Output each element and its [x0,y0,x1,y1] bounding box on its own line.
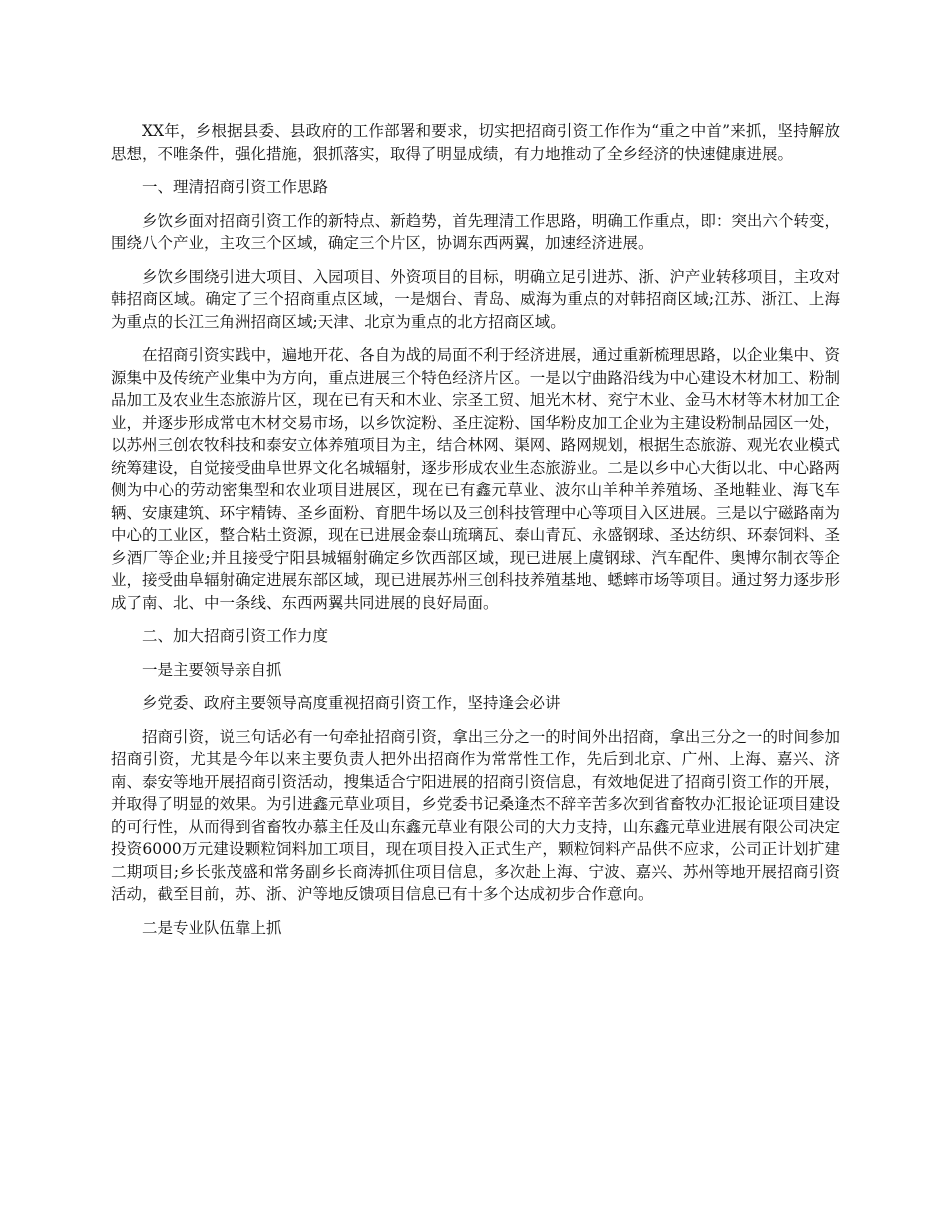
body-paragraph: 招商引资，说三句话必有一句牵扯招商引资，拿出三分之一的时间外出招商，拿出三分之一的时间参加招商引资，尤其是今年以来主要负责人把外出招商作为常常性工作，先后到北京、广州、上海、嘉兴、济南、泰安等地开展招商引资活动，搜集适合宁阳进展的招商引资信息，有效地促进了招商引资工作的开展，并取得了明显的效果。为引进鑫元草业项目，乡党委书记桑逢杰不辞辛苦多次到省畜牧办汇报论证项目建设的可行性，从而得到省畜牧办慕主任及山东鑫元草业有限公司的大力支持，山东鑫元草业进展有限公司决定投资6000万元建设颗粒饲料加工项目，现在项目投入正式生产，颗粒饲料产品供不应求，公司正计划扩建二期项目;乡长张茂盛和常务副乡长商涛抓住项目信息，多次赴上海、宁波、嘉兴、苏州等地开展招商引资活动，截至目前，苏、浙、沪等地反馈项目信息已有十多个达成初步合作意向。 [111,727,840,903]
body-paragraph: 乡饮乡面对招商引资工作的新特点、新趋势，首先理清工作思路，明确工作重点，即：突出六个转变，围绕八个产业，主攻三个区域，确定三个片区，协调东西两翼，加速经济进展。 [111,211,840,252]
body-paragraph: 在招商引资实践中，遍地开花、各自为战的局面不利于经济进展，通过重新梳理思路，以企业集中、资源集中及传统产业集中为方向，重点进展三个特色经济片区。一是以宁曲路沿线为中心建设木材加工、粉制品加工及农业生态旅游片区，现在已有天和木业、宗圣工贸、旭光木材、兖宁木业、金马木材等木材加工企业，并逐步形成常屯木材交易市场，以乡饮淀粉、圣庄淀粉、国华粉皮加工企业为主建设粉制品园区一处，以苏州三创农牧科技和泰安立体养殖项目为主，结合林网、渠网、路网规划，根据生态旅游、观光农业模式统筹建设，自觉接受曲阜世界文化名城辐射，逐步形成农业生态旅游业。二是以乡中心大街以北、中心路两侧为中心的劳动密集型和农业项目进展区，现在已有鑫元草业、波尔山羊种羊养殖场、圣地鞋业、海飞车辆、安康建筑、环宇精铸、圣乡面粉、育肥牛场以及三创科技管理中心等项目入区进展。三是以宁磁路南为中心的工业区，整合粘土资源，现在已进展金泰山琉璃瓦、泰山青瓦、永盛钢球、圣达纺织、环泰饲料、圣乡酒厂等企业;并且接受宁阳县城辐射确定乡饮西部区域，现已进展上虞钢球、汽车配件、奥博尔制衣等企业，接受曲阜辐射确定进展东部区域，现已进展苏州三创科技养殖基地、蟋蟀市场等项目。通过努力逐步形成了南、北、中一条线、东西两翼共同进展的良好局面。 [111,346,840,612]
document-body [111,120,840,950]
section-heading-1: 一、理清招商引资工作思路 [142,178,329,196]
subsection-heading: 二是专业队伍靠上抓 [142,918,282,937]
intro-paragraph: XX年，乡根据县委、县政府的工作部署和要求，切实把招商引资工作作为“重之中首”来抓，坚持解放思想，不唯条件，强化措施，狠抓落实，取得了明显成绩，有力地推动了全乡经济的快速健康进展。 [111,122,840,163]
section-heading-2: 二、加大招商引资工作力度 [142,627,329,645]
subsection-heading: 一是主要领导亲自抓 [142,660,282,679]
body-line: 乡党委、政府主要领导高度重视招商引资工作，坚持逢会必讲 [142,694,561,712]
body-paragraph: 乡饮乡围绕引进大项目、入园项目、外资项目的目标，明确立足引进苏、浙、沪产业转移项目，主攻对韩招商区域。确定了三个招商重点区域，一是烟台、青岛、威海为重点的对韩招商区域;江苏、浙江、上海为重点的长江三角洲招商区域;天津、北京为重点的北方招商区域。 [111,267,840,331]
